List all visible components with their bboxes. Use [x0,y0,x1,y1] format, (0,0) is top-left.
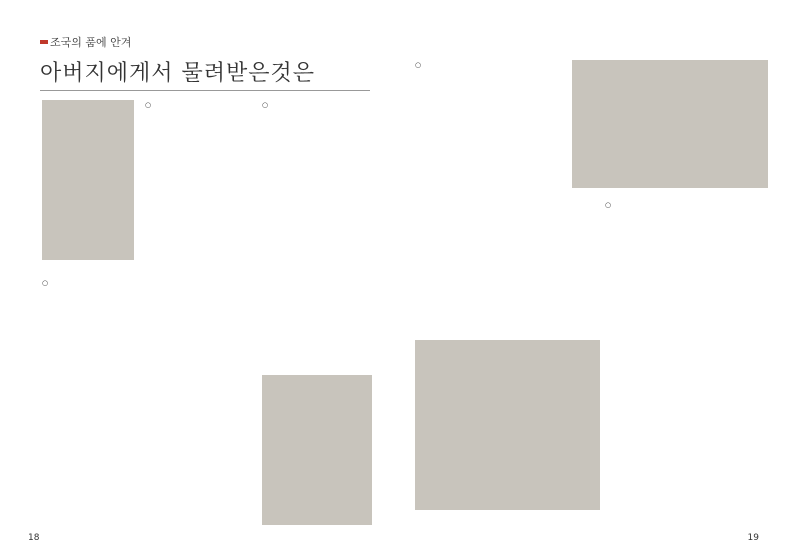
placeholder-line: ○ [262,101,269,109]
page-number-right: 19 [747,533,759,543]
text-column-2 [145,100,255,525]
text-column-5 [605,200,768,520]
article-title: 아버지에게서 물려받은것은 [40,61,316,86]
text-column-1 [42,278,134,523]
placeholder-line: ○ [605,201,612,209]
title-rule [40,90,370,91]
text-column-3 [262,100,372,365]
family-photo [262,375,372,525]
section-label: 조국의 품에 안겨 [50,36,132,49]
portrait-photo [42,100,134,260]
section-label-marker [40,40,48,44]
workshop-photo [572,60,768,188]
page-number-left: 18 [28,533,40,543]
placeholder-line: ○ [42,279,49,287]
placeholder-line: ○ [145,101,152,109]
interview-photo [415,340,600,510]
placeholder-line: ○ [415,61,422,69]
text-column-4 [415,60,565,330]
